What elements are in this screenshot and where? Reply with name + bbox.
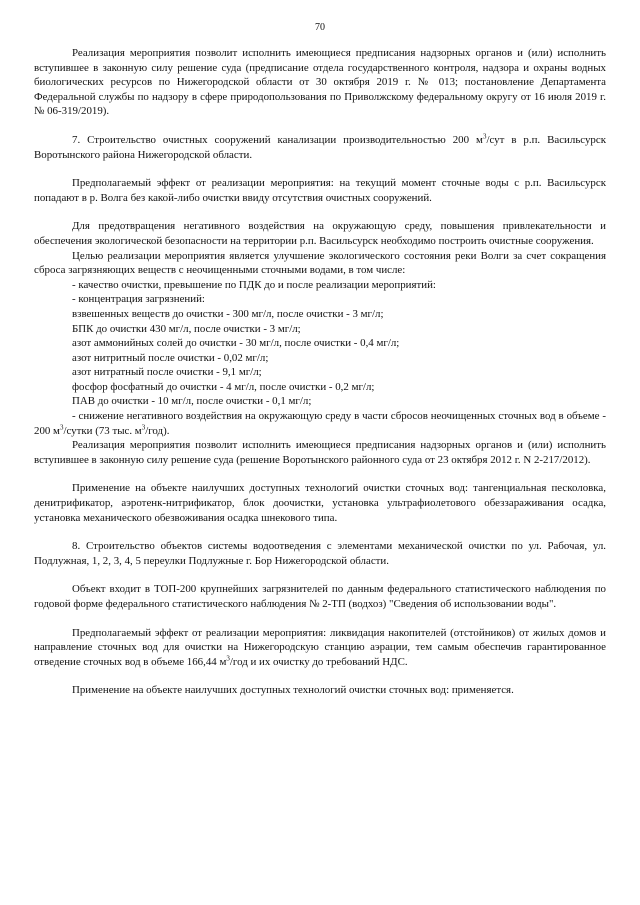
paragraph-item-7-heading (34, 133, 606, 162)
paragraph-goal: Целью реализации мероприятия является улучшение экологического состояния реки Волги за счет сокращения сброса загрязняющих веществ с неочищенными сточными водами, в том числе: (34, 249, 606, 277)
reduction-text-c: /год). (145, 424, 170, 437)
expected-effect-2-text-a: Предполагаемый эффект от реализации мероприятия: ликвидация накопителей (отстойников) от жилых домов и направление сточных вод для очистки на Нижегородскую станцию аэрации, тем самым обеспечив гарантированное отведение сточных вод в объеме 166,44 м (34, 626, 606, 668)
list-item-nitrate-nitrogen: азот нитратный после очистки - 9,1 мг/л; (72, 366, 262, 379)
reduction-superscript-2: 3 (141, 423, 146, 432)
item-7-text-a: 7. Строительство очистных сооружений канализации производительностью 200 м (72, 133, 483, 146)
expected-effect-2-superscript: 3 (226, 654, 230, 663)
item-7-superscript: 3 (482, 132, 487, 141)
paragraph-top-200: Объект входит в ТОП-200 крупнейших загрязнителей по данным федерального статистического наблюдения по годовой форме федерального статистического наблюдения № 2-ТП (водхоз) "Сведения об использовании воды". (34, 583, 606, 610)
paragraph-best-technologies-1: Применение на объекте наилучших доступных технологий очистки сточных вод: тангенциальная песколовка, денитрификатор, аэротенк-нитрификатор, блок доочистки, установка ультрафиолетового обеззараживания осадка, установка механического обезвоживания осадка шнекового типа. (34, 482, 606, 524)
list-item-quality: - качество очистки, превышение по ПДК до и после реализации мероприятий: (72, 278, 436, 291)
list-item-surfactants: ПАВ до очистки - 10 мг/л, после очистки - 0,1 мг/л; (72, 395, 312, 408)
reduction-text-a: - снижение негативного воздействия на окружающую среду в части сбросов неочищенных сточных вод в объеме - 200 м (34, 410, 606, 437)
list-item-nitrite-nitrogen: азот нитритный после очистки - 0,02 мг/л; (72, 351, 269, 364)
paragraph-item-8-heading: 8. Строительство объектов системы водоотведения с элементами механической очистки по ул. Рабочая, ул. Подлужная, 1, 2, 3, 4, 5 переулки Подлужные г. Бор Нижегородской области. (34, 540, 606, 567)
list-item-ammonium-nitrogen: азот аммонийных солей до очистки - 30 мг/л, после очистки - 0,4 мг/л; (72, 337, 400, 350)
page-content (34, 46, 606, 698)
list-item-phosphate: фосфор фосфатный до очистки - 4 мг/л, после очистки - 0,2 мг/л; (72, 380, 375, 393)
paragraph-implementation-orders-1: Реализация мероприятия позволит исполнить имеющиеся предписания надзорных органов и (или) исполнить вступившее в законную силу решение суда (предписание отдела государственного контроля, надзора и охраны водных биологических ресурсов по Нижегородской области от 30 октября 2019 г. № 013; постановление Департамента Федеральной службы по надзору в сфере природопользования по Приволжскому федеральному округу от 16 июля 2019 г. № 06-319/2019). (34, 47, 606, 118)
item-7-text-b: /сут в р.п. Васильсурск Воротынского района Нижегородской области. (34, 133, 606, 161)
paragraph-implementation-orders-2: Реализация мероприятия позволит исполнить имеющиеся предписания надзорных органов и (или) исполнить вступившее в законную силу решение суда (решение Воротынского районного суда от 23 октября 2012 г. N 2-217/2012). (34, 439, 606, 466)
paragraph-prevention: Для предотвращения негативного воздействия на окружающую среду, повышения привлекательности и обеспечения экологической безопасности на территории р.п. Васильсурск необходимо построить очистные сооружения. (34, 220, 606, 247)
expected-effect-2-text-b: /год и их очистку до требований НДС. (229, 655, 408, 668)
paragraph-expected-effect-2 (34, 626, 606, 670)
page-number: 70 (315, 22, 325, 33)
reduction-text-b: /сутки (73 тыс. м (63, 424, 142, 437)
list-item-reduction (34, 409, 606, 438)
list-item-bod: БПК до очистки 430 мг/л, после очистки - 3 мг/л; (72, 322, 301, 335)
reduction-superscript-1: 3 (59, 423, 64, 432)
paragraph-best-technologies-2: Применение на объекте наилучших доступных технологий очистки сточных вод: применяется. (72, 684, 514, 697)
paragraph-expected-effect-1: Предполагаемый эффект от реализации мероприятия: на текущий момент сточные воды с р.п. Васильсурск попадают в р. Волга без какой-либо очистки ввиду отсутствия очистных сооружений. (34, 177, 606, 204)
list-item-concentration: - концентрация загрязнений: (72, 293, 205, 306)
list-item-suspended-solids: взвешенных веществ до очистки - 300 мг/л, после очистки - 3 мг/л; (72, 307, 384, 320)
